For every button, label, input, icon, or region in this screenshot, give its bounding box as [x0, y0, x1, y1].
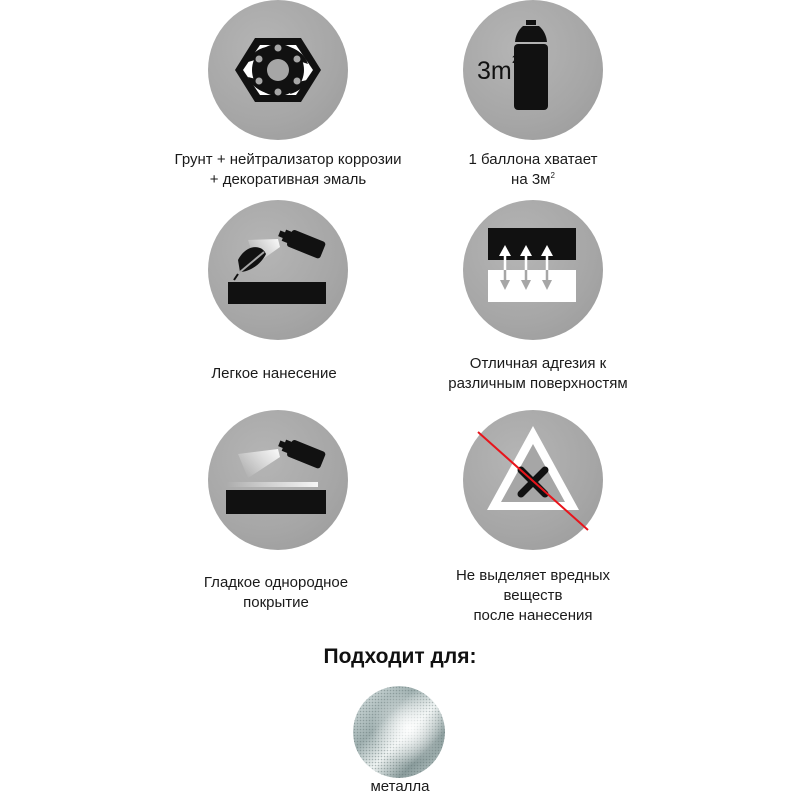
non-toxic-icon-circle: [463, 410, 603, 550]
coverage-area-label-sup: 2: [512, 54, 519, 66]
non-toxic-caption: [383, 566, 683, 626]
suitable-for-title: Подходит для:: [323, 645, 477, 668]
adhesion-caption-line-2: различным поверхностям: [448, 375, 628, 392]
spray-feather-icon: [208, 200, 348, 340]
coverage-caption-line-2-sup: 2: [550, 171, 555, 180]
coverage-area-label: 3m: [477, 57, 512, 85]
coverage-caption: [383, 150, 683, 190]
nut-hexagon-icon: [208, 0, 348, 140]
smooth-coating-caption: [126, 573, 426, 613]
adhesion-arrows-icon: [463, 200, 603, 340]
smooth-coating-caption-line-2: покрытие: [243, 594, 309, 611]
easy-application-icon-circle: [208, 200, 348, 340]
spray-surface-icon: [208, 410, 348, 550]
smooth-coating-icon-circle: [208, 410, 348, 550]
non-toxic-caption-line-2: веществ: [503, 587, 563, 604]
primer-caption-line-1: Грунт + нейтрализатор коррозии: [174, 151, 402, 168]
coverage-caption-line-2-text: на 3м: [511, 171, 551, 188]
coverage-caption-line-1: 1 баллона хватает: [468, 151, 598, 168]
primer-caption-line-2: + декоративная эмаль: [209, 171, 367, 188]
spray-can-icon: [463, 0, 603, 140]
non-toxic-caption-line-3: после нанесения: [473, 607, 593, 624]
feather-icon: [238, 247, 266, 272]
non-toxic-caption-line-1: Не выделяет вредных: [455, 567, 611, 584]
no-hazard-triangle-icon: [463, 410, 603, 550]
primer-icon-circle: [208, 0, 348, 140]
smooth-coating-caption-line-1: Гладкое однородное: [203, 574, 349, 591]
metal-texture-icon: [353, 686, 445, 778]
adhesion-caption-line-1: Отличная адгезия к: [469, 355, 607, 372]
coverage-caption-line-2: [383, 170, 683, 190]
adhesion-icon-circle: [463, 200, 603, 340]
coverage-icon-circle: [463, 0, 603, 140]
metal-label: металла: [370, 778, 430, 795]
easy-application-caption: [124, 364, 424, 384]
easy-application-caption-line-1: Легкое нанесение: [211, 365, 337, 382]
adhesion-caption: [388, 354, 688, 394]
